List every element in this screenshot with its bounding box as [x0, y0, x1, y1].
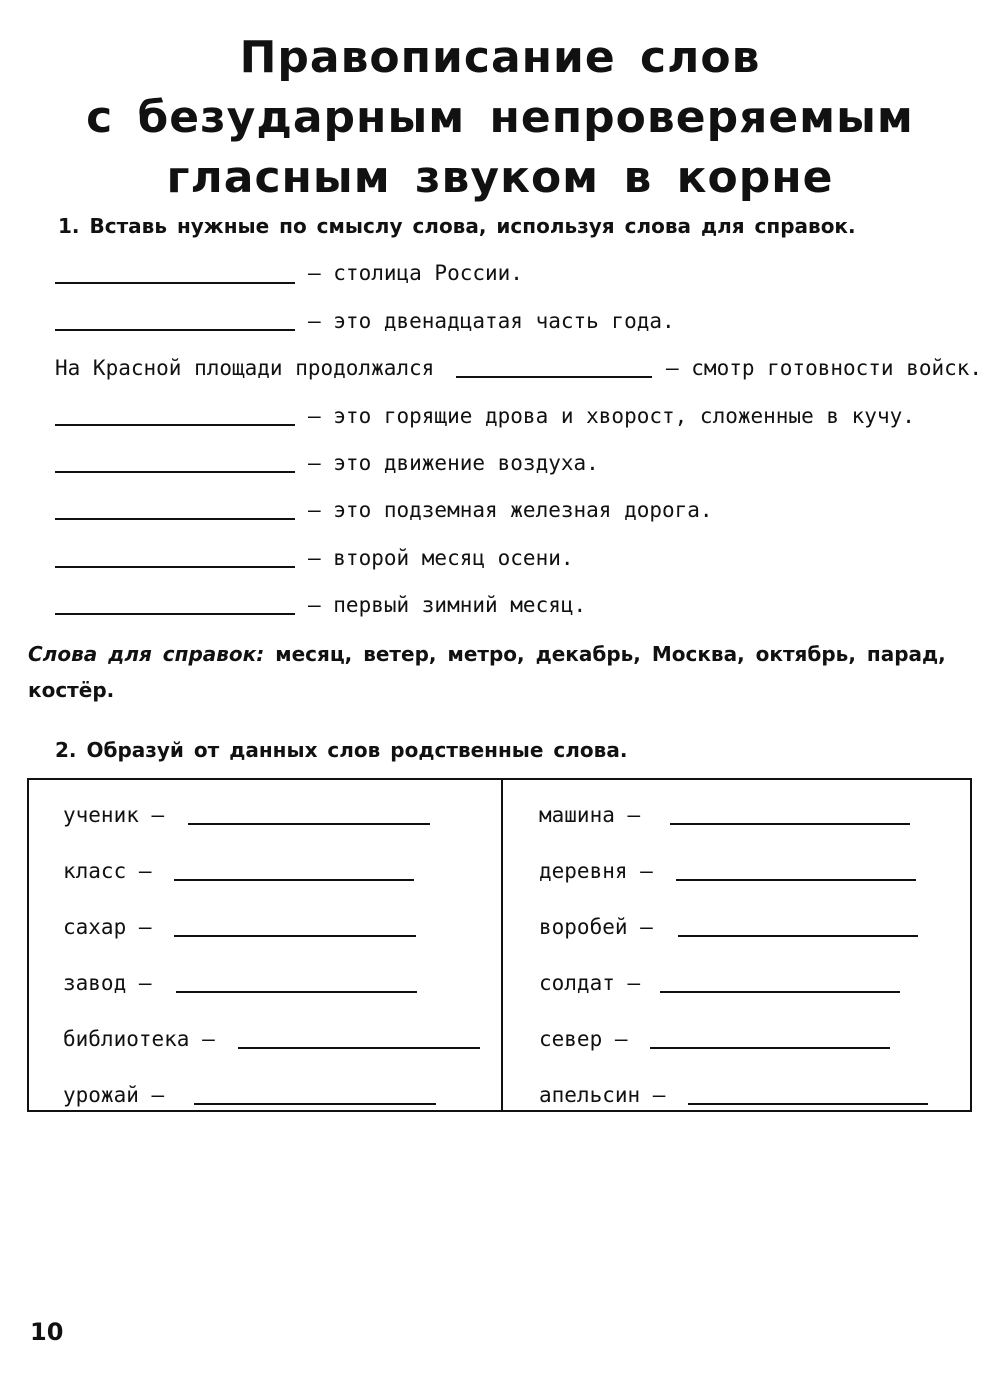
right-word-5: север — — [539, 1027, 628, 1051]
task1-number: 1. — [58, 214, 80, 238]
left-word-6: урожай — — [63, 1083, 165, 1107]
answer-blank-2[interactable] — [55, 329, 295, 331]
right-blank-4[interactable] — [660, 991, 900, 993]
left-word-1: ученик — — [63, 803, 165, 827]
task1-instruction: Вставь нужные по смыслу слова, используя слова для справок. — [89, 214, 856, 238]
right-blank-5[interactable] — [650, 1047, 890, 1049]
word-table-divider — [501, 778, 503, 1112]
answer-blank-3[interactable] — [456, 376, 652, 378]
answer-blank-1[interactable] — [55, 282, 295, 284]
right-word-2: деревня — — [539, 859, 653, 883]
right-word-1: машина — — [539, 803, 641, 827]
answer-blank-6[interactable] — [55, 518, 295, 520]
left-blank-5[interactable] — [238, 1047, 480, 1049]
task2-heading — [55, 738, 627, 762]
left-blank-3[interactable] — [174, 935, 416, 937]
reference-words-label: Слова для справок: — [28, 642, 265, 666]
task1-line-2: — это двенадцатая часть года. — [308, 309, 675, 333]
word-table — [27, 778, 972, 1112]
answer-blank-8[interactable] — [55, 613, 295, 615]
task1-line-4: — это горящие дрова и хворост, сложенные в кучу. — [308, 404, 915, 428]
right-blank-1[interactable] — [670, 823, 910, 825]
task1-line-5: — это движение воздуха. — [308, 451, 599, 475]
right-word-3: воробей — — [539, 915, 653, 939]
task2-number: 2. — [55, 738, 77, 762]
task1-line-6: — это подземная железная дорога. — [308, 498, 713, 522]
task1-line-1: — столица России. — [308, 261, 523, 285]
task1-heading — [58, 214, 856, 238]
right-blank-2[interactable] — [676, 879, 916, 881]
left-word-2: класс — — [63, 859, 152, 883]
reference-words-list: месяц, ветер, метро, декабрь, Москва, октябрь, парад, костёр. — [28, 642, 946, 702]
task1-line-7: — второй месяц осени. — [308, 546, 574, 570]
left-blank-4[interactable] — [176, 991, 417, 993]
title-line-2: с безударным непроверяемым — [86, 92, 914, 143]
title-line-3: гласным звуком в корне — [166, 152, 834, 203]
left-blank-2[interactable] — [174, 879, 414, 881]
right-blank-6[interactable] — [688, 1103, 928, 1105]
left-word-5: библиотека — — [63, 1027, 215, 1051]
right-blank-3[interactable] — [678, 935, 918, 937]
right-word-4: солдат — — [539, 971, 641, 995]
task1-line-3: — смотр готовности войск. — [666, 356, 983, 380]
left-blank-1[interactable] — [188, 823, 430, 825]
left-word-4: завод — — [63, 971, 152, 995]
left-blank-6[interactable] — [194, 1103, 436, 1105]
title-line-1: Правописание слов — [239, 32, 761, 83]
task2-instruction: Образуй от данных слов родственные слова. — [86, 738, 628, 762]
answer-blank-4[interactable] — [55, 424, 295, 426]
page-number: 10 — [30, 1318, 64, 1346]
task1-line-8: — первый зимний месяц. — [308, 593, 587, 617]
answer-blank-7[interactable] — [55, 566, 295, 568]
reference-words — [28, 636, 974, 708]
left-word-3: сахар — — [63, 915, 152, 939]
answer-blank-5[interactable] — [55, 471, 295, 473]
task1-sentence-prefix: На Красной площади продолжался — [55, 356, 435, 380]
right-word-6: апельсин — — [539, 1083, 666, 1107]
